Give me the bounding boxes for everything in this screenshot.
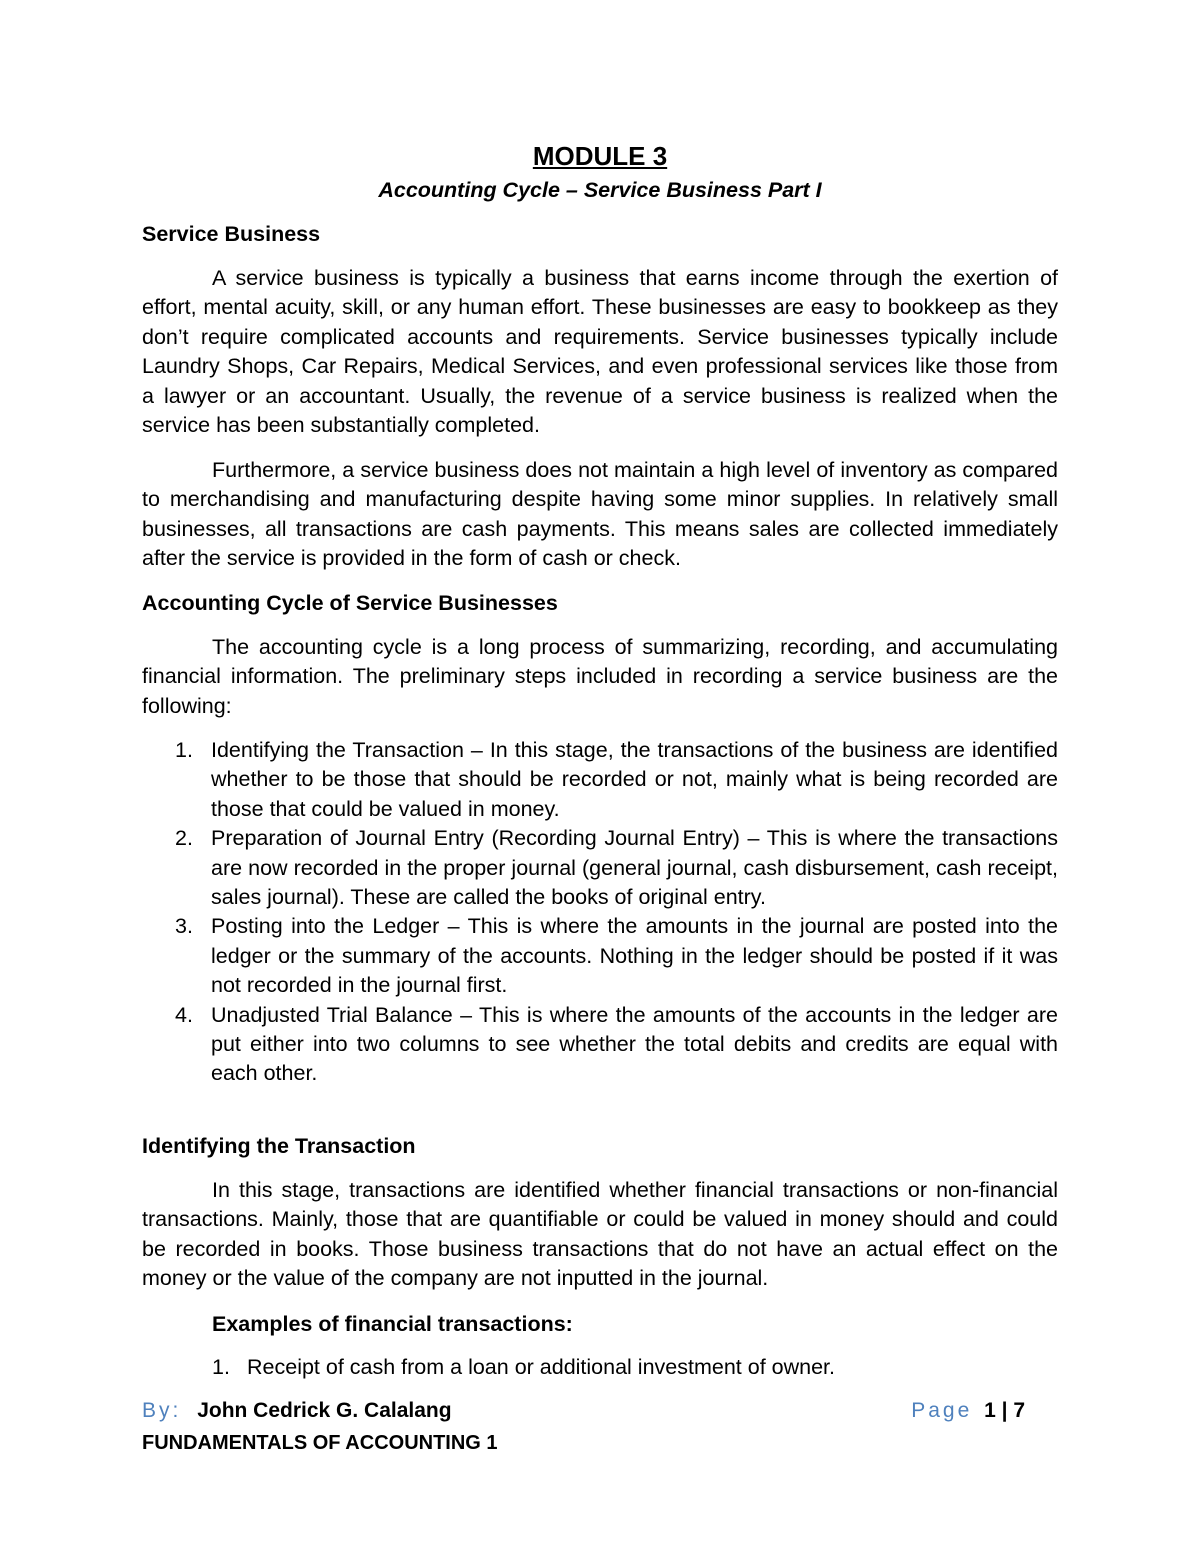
list-item-text: Receipt of cash from a loan or additional investment of owner. — [247, 1355, 835, 1379]
accounting-cycle-steps — [142, 736, 1058, 1089]
list-item — [142, 736, 1058, 824]
list-item-text: Preparation of Journal Entry (Recording Journal Entry) – This is where the transactions are now recorded in the proper journal (general journal, cash disbursement, cash receipt, sales journal). These are called the books of original entry. — [211, 826, 1058, 910]
list-item-number: 1. — [175, 738, 193, 762]
list-item-text: Unadjusted Trial Balance – This is where the amounts of the accounts in the ledger are put either into two columns to see whether the total debits and credits are equal with each other. — [211, 1002, 1058, 1086]
heading-examples: Examples of financial transactions: — [212, 1312, 573, 1336]
list-item-number: 1. — [212, 1355, 230, 1379]
list-item-number: 3. — [175, 914, 193, 939]
footer-page-number: 1 | 7 — [984, 1399, 1025, 1422]
list-item — [212, 1353, 1058, 1382]
list-item-number: 2. — [175, 826, 193, 851]
module-subtitle: Accounting Cycle – Service Business Part I — [378, 178, 822, 202]
list-item — [142, 912, 1058, 1000]
examples-list — [212, 1353, 1058, 1382]
footer-author — [142, 1397, 452, 1425]
footer-author-name: John Cedrick G. Calalang — [197, 1399, 452, 1422]
footer-page-indicator — [911, 1397, 1025, 1425]
heading-accounting-cycle: Accounting Cycle of Service Businesses — [142, 591, 558, 615]
list-item-text: Identifying the Transaction – In this stage, the transactions of the business are identified whether to be those that should be recorded or not, mainly what is being recorded are those that could be valued in money. — [211, 738, 1058, 821]
footer-by-label: By: — [142, 1399, 182, 1422]
paragraph-identifying-transaction: In this stage, transactions are identified whether financial transactions or non-financial transactions. Mainly, those that are quantifiable or could be valued in money should and could be recorded in books. Those business transactions that do not have an actual effect on the money or the value of the company are not inputted in the journal. — [142, 1178, 1058, 1291]
paragraph-accounting-cycle: The accounting cycle is a long process of summarizing, recording, and accumulating financial information. The preliminary steps included in recording a service business are the following: — [142, 635, 1058, 718]
paragraph-service-business-1: A service business is typically a business that earns income through the exertion of effort, mental acuity, skill, or any human effort. These businesses are easy to bookkeep as they don’t require complicated accounts and requirements. Service businesses typically include Laundry Shops, Car Repairs, Medical Services, and even professional services like those from a lawyer or an accountant. Usually, the revenue of a service business is realized when the service has been substantially completed. — [142, 266, 1058, 438]
footer-page-label: Page — [911, 1399, 973, 1422]
module-title: MODULE 3 — [532, 141, 668, 171]
list-item — [142, 1001, 1058, 1089]
heading-service-business: Service Business — [142, 222, 321, 246]
list-item-text: Posting into the Ledger – This is where the amounts in the journal are posted into the ledger or the summary of the accounts. Nothing in the ledger should be posted if it was not recorded in the journal first. — [211, 914, 1058, 998]
footer-course-title: FUNDAMENTALS OF ACCOUNTING 1 — [142, 1432, 498, 1454]
list-item — [142, 824, 1058, 912]
paragraph-service-business-2: Furthermore, a service business does not maintain a high level of inventory as compared to merchandising and manufacturing despite having some minor supplies. In relatively small businesses, all transactions are cash payments. This means sales are collected immediately after the service is provided in the form of cash or check. — [142, 458, 1058, 571]
heading-identifying-transaction: Identifying the Transaction — [142, 1134, 416, 1158]
list-item-number: 4. — [175, 1002, 193, 1027]
